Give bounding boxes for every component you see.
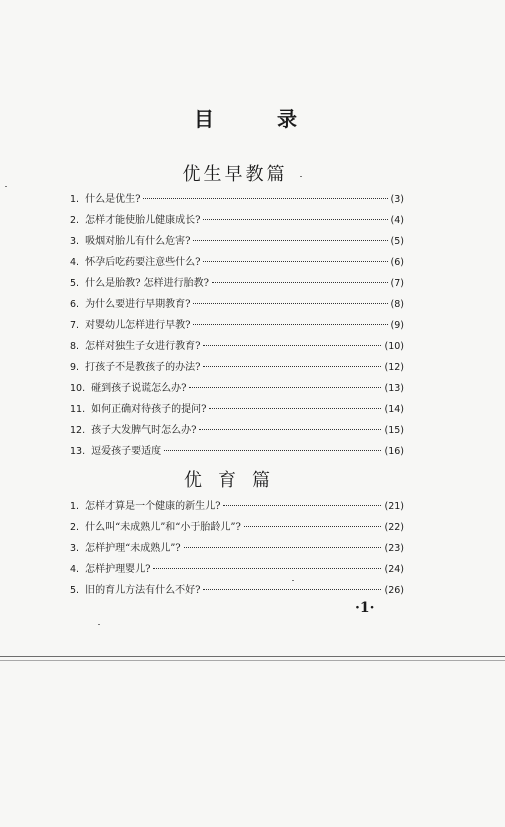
toc-entry (70, 518, 404, 539)
page-number: ·1· (355, 600, 375, 616)
toc-entry (70, 400, 404, 421)
dot-leader (143, 198, 387, 199)
scan-speck (5, 186, 7, 187)
toc-entry (70, 253, 404, 274)
entry-number: 4. (70, 564, 80, 575)
dot-leader (193, 303, 387, 304)
entry-number: 1. (70, 194, 80, 205)
dot-leader (164, 450, 381, 451)
entry-page: (22) (384, 522, 404, 533)
dot-leader (203, 366, 381, 367)
entry-number: 5. (70, 278, 80, 289)
entry-title: 怎样护理“未成熟儿”? (85, 543, 181, 554)
dot-leader (244, 526, 382, 527)
page-title: 目 录 (194, 107, 325, 131)
toc-list-childcare (70, 497, 404, 602)
dot-leader (203, 219, 387, 220)
entry-page: (4) (390, 215, 404, 226)
toc-entry (70, 190, 404, 211)
entry-number: 1. (70, 501, 80, 512)
entry-title: 什么是胎教? 怎样进行胎教? (85, 278, 209, 289)
dot-leader (223, 505, 381, 506)
entry-page: (12) (384, 362, 404, 373)
entry-page: (21) (384, 501, 404, 512)
entry-title: 如何正确对待孩子的提问? (91, 404, 207, 415)
dot-leader (193, 240, 387, 241)
entry-number: 10. (70, 383, 86, 394)
toc-entry (70, 421, 404, 442)
entry-title: 对婴幼儿怎样进行早教? (85, 320, 191, 331)
scan-speck (292, 580, 294, 581)
entry-number: 5. (70, 585, 80, 596)
toc-entry (70, 295, 404, 316)
entry-page: (5) (390, 236, 404, 247)
entry-page: (6) (390, 257, 404, 268)
entry-title: 为什么要进行早期教育? (85, 299, 191, 310)
toc-entry (70, 581, 404, 602)
toc-entry (70, 379, 404, 400)
section-title-childcare: 优育篇 (184, 470, 286, 491)
scan-speck (98, 624, 100, 625)
entry-number: 6. (70, 299, 80, 310)
toc-entry (70, 337, 404, 358)
toc-entry (70, 442, 404, 463)
page-edge-line (0, 660, 505, 661)
entry-page: (14) (384, 404, 404, 415)
page-edge-line (0, 656, 505, 657)
entry-title: 打孩子不是教孩子的办法? (85, 362, 201, 373)
entry-title: 怎样才算是一个健康的新生儿? (85, 501, 221, 512)
toc-entry (70, 211, 404, 232)
entry-number: 8. (70, 341, 80, 352)
entry-page: (7) (390, 278, 404, 289)
dot-leader (212, 282, 388, 283)
toc-entry (70, 316, 404, 337)
entry-page: (3) (390, 194, 404, 205)
dot-leader (193, 324, 387, 325)
dot-leader (203, 261, 387, 262)
entry-title: 吸烟对胎儿有什么危害? (85, 236, 191, 247)
toc-entry (70, 358, 404, 379)
entry-number: 12. (70, 425, 86, 436)
scan-speck (300, 176, 302, 177)
entry-number: 11. (70, 404, 86, 415)
dot-leader (209, 408, 381, 409)
entry-title: 旧的育儿方法有什么不好? (85, 585, 201, 596)
entry-title: 孩子大发脾气时怎么办? (91, 425, 197, 436)
entry-title: 怎样才能使胎儿健康成长? (85, 215, 201, 226)
dot-leader (203, 345, 381, 346)
entry-number: 2. (70, 215, 80, 226)
entry-title: 怎样对独生子女进行教育? (85, 341, 201, 352)
dot-leader (153, 568, 381, 569)
entry-page: (15) (384, 425, 404, 436)
toc-entry (70, 232, 404, 253)
section-title-prenatal: 优生早教篇 (182, 164, 288, 185)
entry-page: (10) (384, 341, 404, 352)
entry-number: 3. (70, 236, 80, 247)
dot-leader (189, 387, 381, 388)
dot-leader (199, 429, 381, 430)
toc-entry (70, 539, 404, 560)
entry-number: 7. (70, 320, 80, 331)
entry-title: 怎样护理婴儿? (85, 564, 151, 575)
entry-title: 什么是优生? (85, 194, 141, 205)
entry-number: 13. (70, 446, 86, 457)
toc-entry (70, 560, 404, 581)
dot-leader (203, 589, 381, 590)
entry-title: 怀孕后吃药要注意些什么? (85, 257, 201, 268)
entry-page: (13) (384, 383, 404, 394)
entry-page: (26) (384, 585, 404, 596)
toc-entry (70, 497, 404, 518)
entry-page: (24) (384, 564, 404, 575)
dot-leader (184, 547, 382, 548)
entry-page: (16) (384, 446, 404, 457)
entry-title: 逗爱孩子要适度 (91, 446, 162, 457)
entry-title: 什么叫“未成熟儿”和“小于胎龄儿”? (85, 522, 241, 533)
entry-page: (23) (384, 543, 404, 554)
entry-number: 9. (70, 362, 80, 373)
toc-entry (70, 274, 404, 295)
entry-page: (9) (390, 320, 404, 331)
entry-number: 4. (70, 257, 80, 268)
entry-page: (8) (390, 299, 404, 310)
entry-number: 3. (70, 543, 80, 554)
toc-list-prenatal (70, 190, 404, 463)
entry-number: 2. (70, 522, 80, 533)
entry-title: 碰到孩子说谎怎么办? (91, 383, 187, 394)
